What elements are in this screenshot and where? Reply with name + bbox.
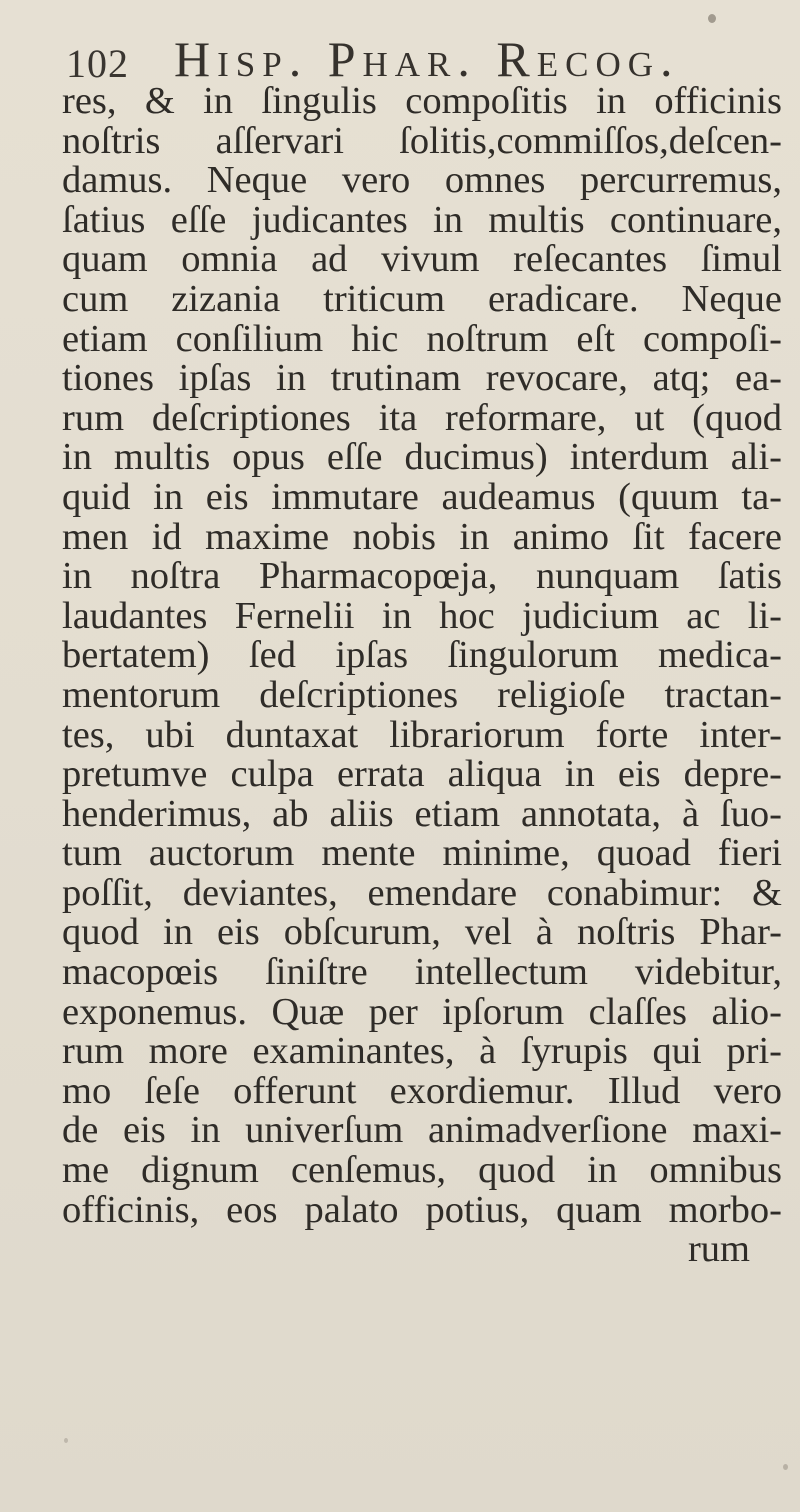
text-line: mentorum deſcriptiones religioſe tractan- <box>62 673 782 716</box>
text-line: rum more examinantes, à ſyrupis qui pri- <box>62 1030 782 1073</box>
text-line: quam omnia ad vivum reſecantes ſimul <box>62 238 782 281</box>
page-number: 102 <box>66 41 129 86</box>
text-line: macopœis ſiniſtre intellectum videbitur, <box>62 951 782 994</box>
text-line: mo ſeſe offerunt exordiemur. Illud vero <box>62 1069 782 1112</box>
text-line: henderimus, ab aliis etiam annotata, à ſuo- <box>62 792 782 835</box>
text-line: cum zizania triticum eradicare. Neque <box>62 277 782 320</box>
text-line: bertatem) ſed ipſas ſingulorum medica- <box>62 634 782 677</box>
ink-speck <box>783 1464 788 1470</box>
text-line: de eis in univerſum animadverſione maxi- <box>62 1109 782 1152</box>
text-line: in multis opus eſſe ducimus) interdum ali- <box>62 436 782 479</box>
text-line: rum deſcriptiones ita reformare, ut (quod <box>62 396 782 439</box>
text-line: noſtris aſſervari ſolitis,commiſſos,deſcen- <box>62 119 782 162</box>
catchword: rum <box>687 1228 750 1271</box>
text-line: damus. Neque vero omnes percurremus, <box>62 159 782 202</box>
text-line: poſſit, deviantes, emendare conabimur: & <box>62 871 782 914</box>
running-head: Hisp. Phar. Recog. <box>174 31 680 87</box>
ink-speck <box>64 1438 68 1443</box>
text-line: tes, ubi duntaxat librariorum forte inter- <box>62 713 782 756</box>
text-line: tum auctorum mente minime, quoad fieri <box>62 832 782 875</box>
body-text <box>62 82 782 1270</box>
text-line: men id maxime nobis in animo ſit facere <box>62 515 782 558</box>
ink-speck <box>708 14 716 23</box>
text-line: in noſtra Pharmacopœja, nunquam ſatis <box>62 555 782 598</box>
text-line: me dignum cenſemus, quod in omnibus <box>62 1149 782 1192</box>
text-line: quod in eis obſcurum, vel à noſtris Phar- <box>62 911 782 954</box>
text-line: res, & in ſingulis compoſitis in officinis <box>62 80 782 122</box>
text-line: exponemus. Quæ per ipſorum claſſes alio- <box>62 990 782 1033</box>
text-line: quid in eis immutare audeamus (quum ta- <box>62 475 782 518</box>
text-line: tiones ipſas in trutinam revocare, atq; ea- <box>62 357 782 400</box>
text-line: officinis, eos palato potius, quam morbo- <box>62 1188 782 1231</box>
text-line: ſatius eſſe judicantes in multis continuare, <box>62 198 782 241</box>
text-line: laudantes Fernelii in hoc judicium ac li- <box>62 594 782 637</box>
text-line: etiam conſilium hic noſtrum eſt compoſi- <box>62 317 782 360</box>
text-line: pretumve culpa errata aliqua in eis depre- <box>62 753 782 796</box>
